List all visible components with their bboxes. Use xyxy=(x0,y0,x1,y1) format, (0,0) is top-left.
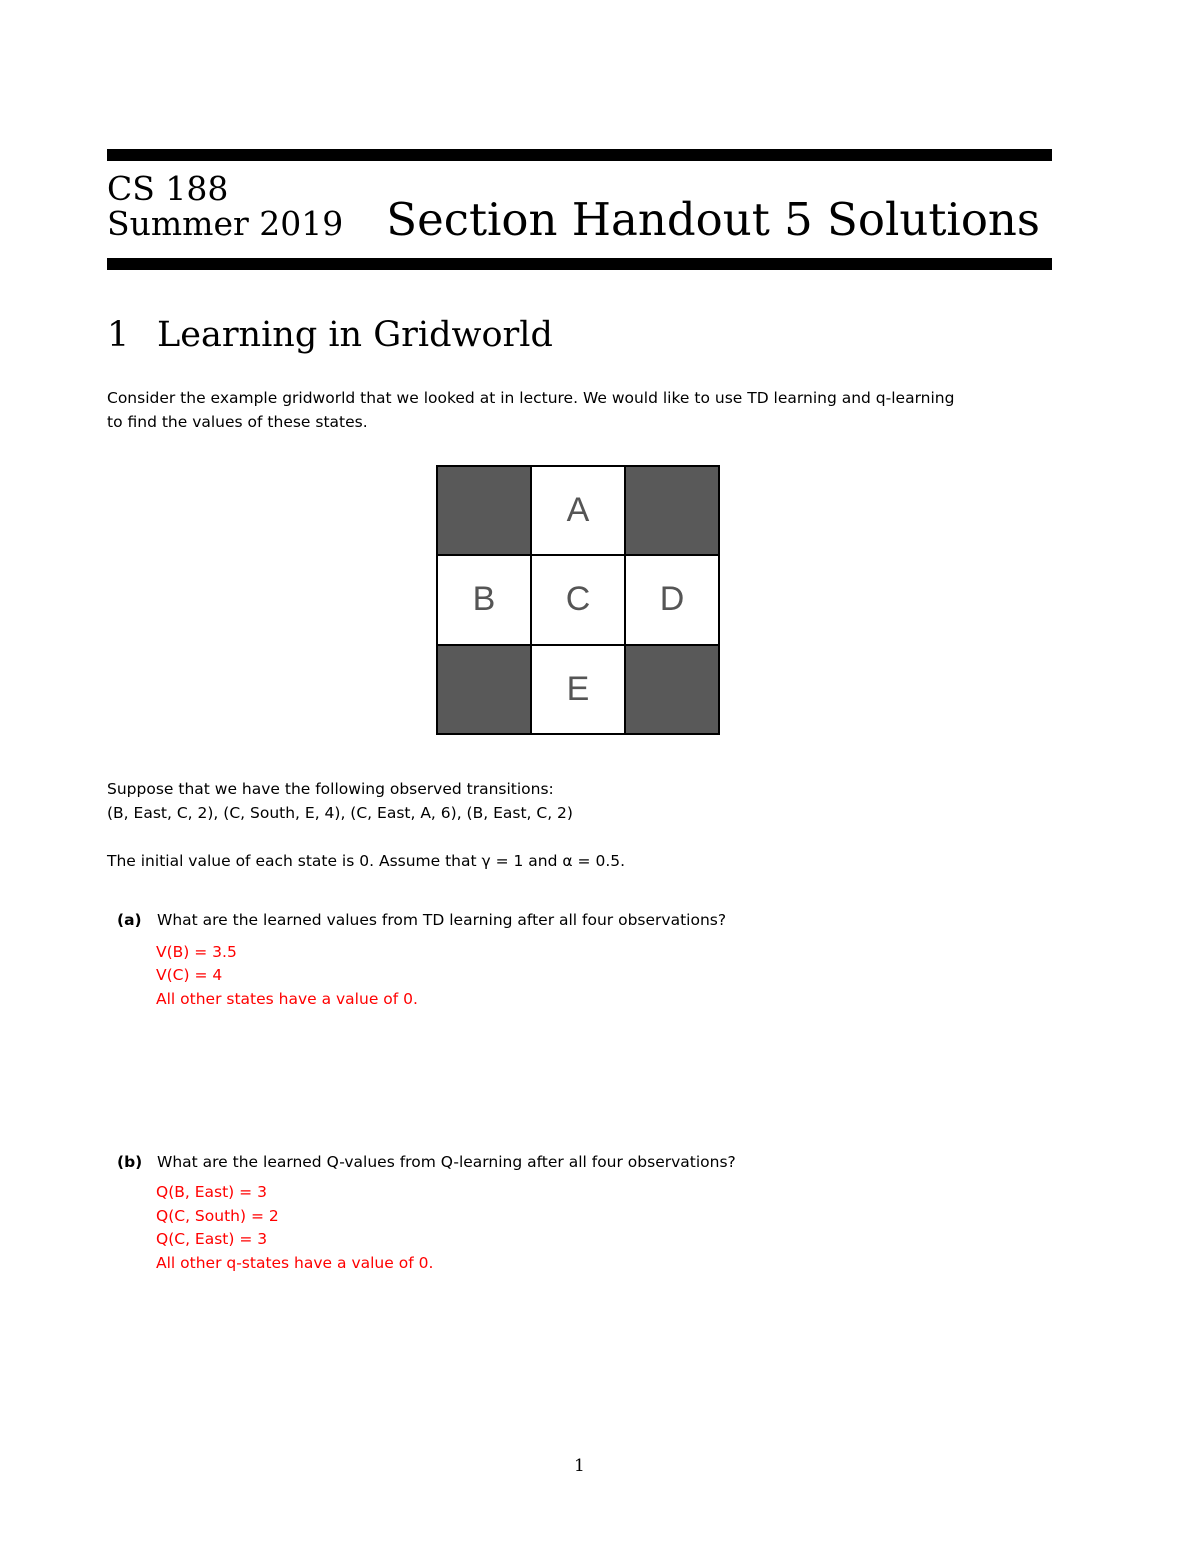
grid-cell-c: C xyxy=(532,556,624,643)
question-b-label: (b) xyxy=(117,1153,143,1171)
intro-line-2: to find the values of these states. xyxy=(107,413,368,431)
grid-cell-e: E xyxy=(532,646,624,733)
initial-conditions: The initial value of each state is 0. Assume that γ = 1 and α = 0.5. xyxy=(107,852,626,870)
page-number: 1 xyxy=(574,1456,585,1476)
grid-cell-wall xyxy=(438,646,530,733)
header-rule-top xyxy=(107,149,1052,161)
section-heading xyxy=(107,313,553,357)
gridworld-figure xyxy=(436,465,720,735)
question-b-text: What are the learned Q-values from Q-learning after all four observations? xyxy=(157,1153,736,1171)
grid-cell-wall xyxy=(626,467,718,554)
document-title: Section Handout 5 Solutions xyxy=(386,193,1040,246)
observations-intro: Suppose that we have the following observed transitions: xyxy=(107,780,554,798)
question-a xyxy=(117,908,726,932)
grid-cell-a: A xyxy=(532,467,624,554)
grid-cell-wall xyxy=(626,646,718,733)
section-number: 1 xyxy=(107,315,130,355)
header-rule-bottom xyxy=(107,258,1052,270)
answer-a-1: V(B) = 3.5 xyxy=(156,943,237,961)
grid-cell-wall xyxy=(438,467,530,554)
observations-list: (B, East, C, 2), (C, South, E, 4), (C, East, A, 6), (B, East, C, 2) xyxy=(107,804,573,822)
course-term: Summer 2019 xyxy=(107,204,344,243)
answer-b-2: Q(C, South) = 2 xyxy=(156,1207,279,1225)
course-name: CS 188 xyxy=(107,169,229,208)
question-a-text: What are the learned values from TD learning after all four observations? xyxy=(157,911,727,929)
answer-b-3: Q(C, East) = 3 xyxy=(156,1230,268,1248)
question-b xyxy=(117,1150,736,1174)
grid-cell-d: D xyxy=(626,556,718,643)
question-a-label: (a) xyxy=(117,911,142,929)
answer-a-2: V(C) = 4 xyxy=(156,966,223,984)
grid-cell-b: B xyxy=(438,556,530,643)
answer-b-1: Q(B, East) = 3 xyxy=(156,1183,267,1201)
intro-line-1: Consider the example gridworld that we looked at in lecture. We would like to use TD learning and q-learning xyxy=(107,389,955,407)
section-title: Learning in Gridworld xyxy=(157,315,553,355)
answer-b-4: All other q-states have a value of 0. xyxy=(156,1254,434,1272)
answer-a-3: All other states have a value of 0. xyxy=(156,990,418,1008)
